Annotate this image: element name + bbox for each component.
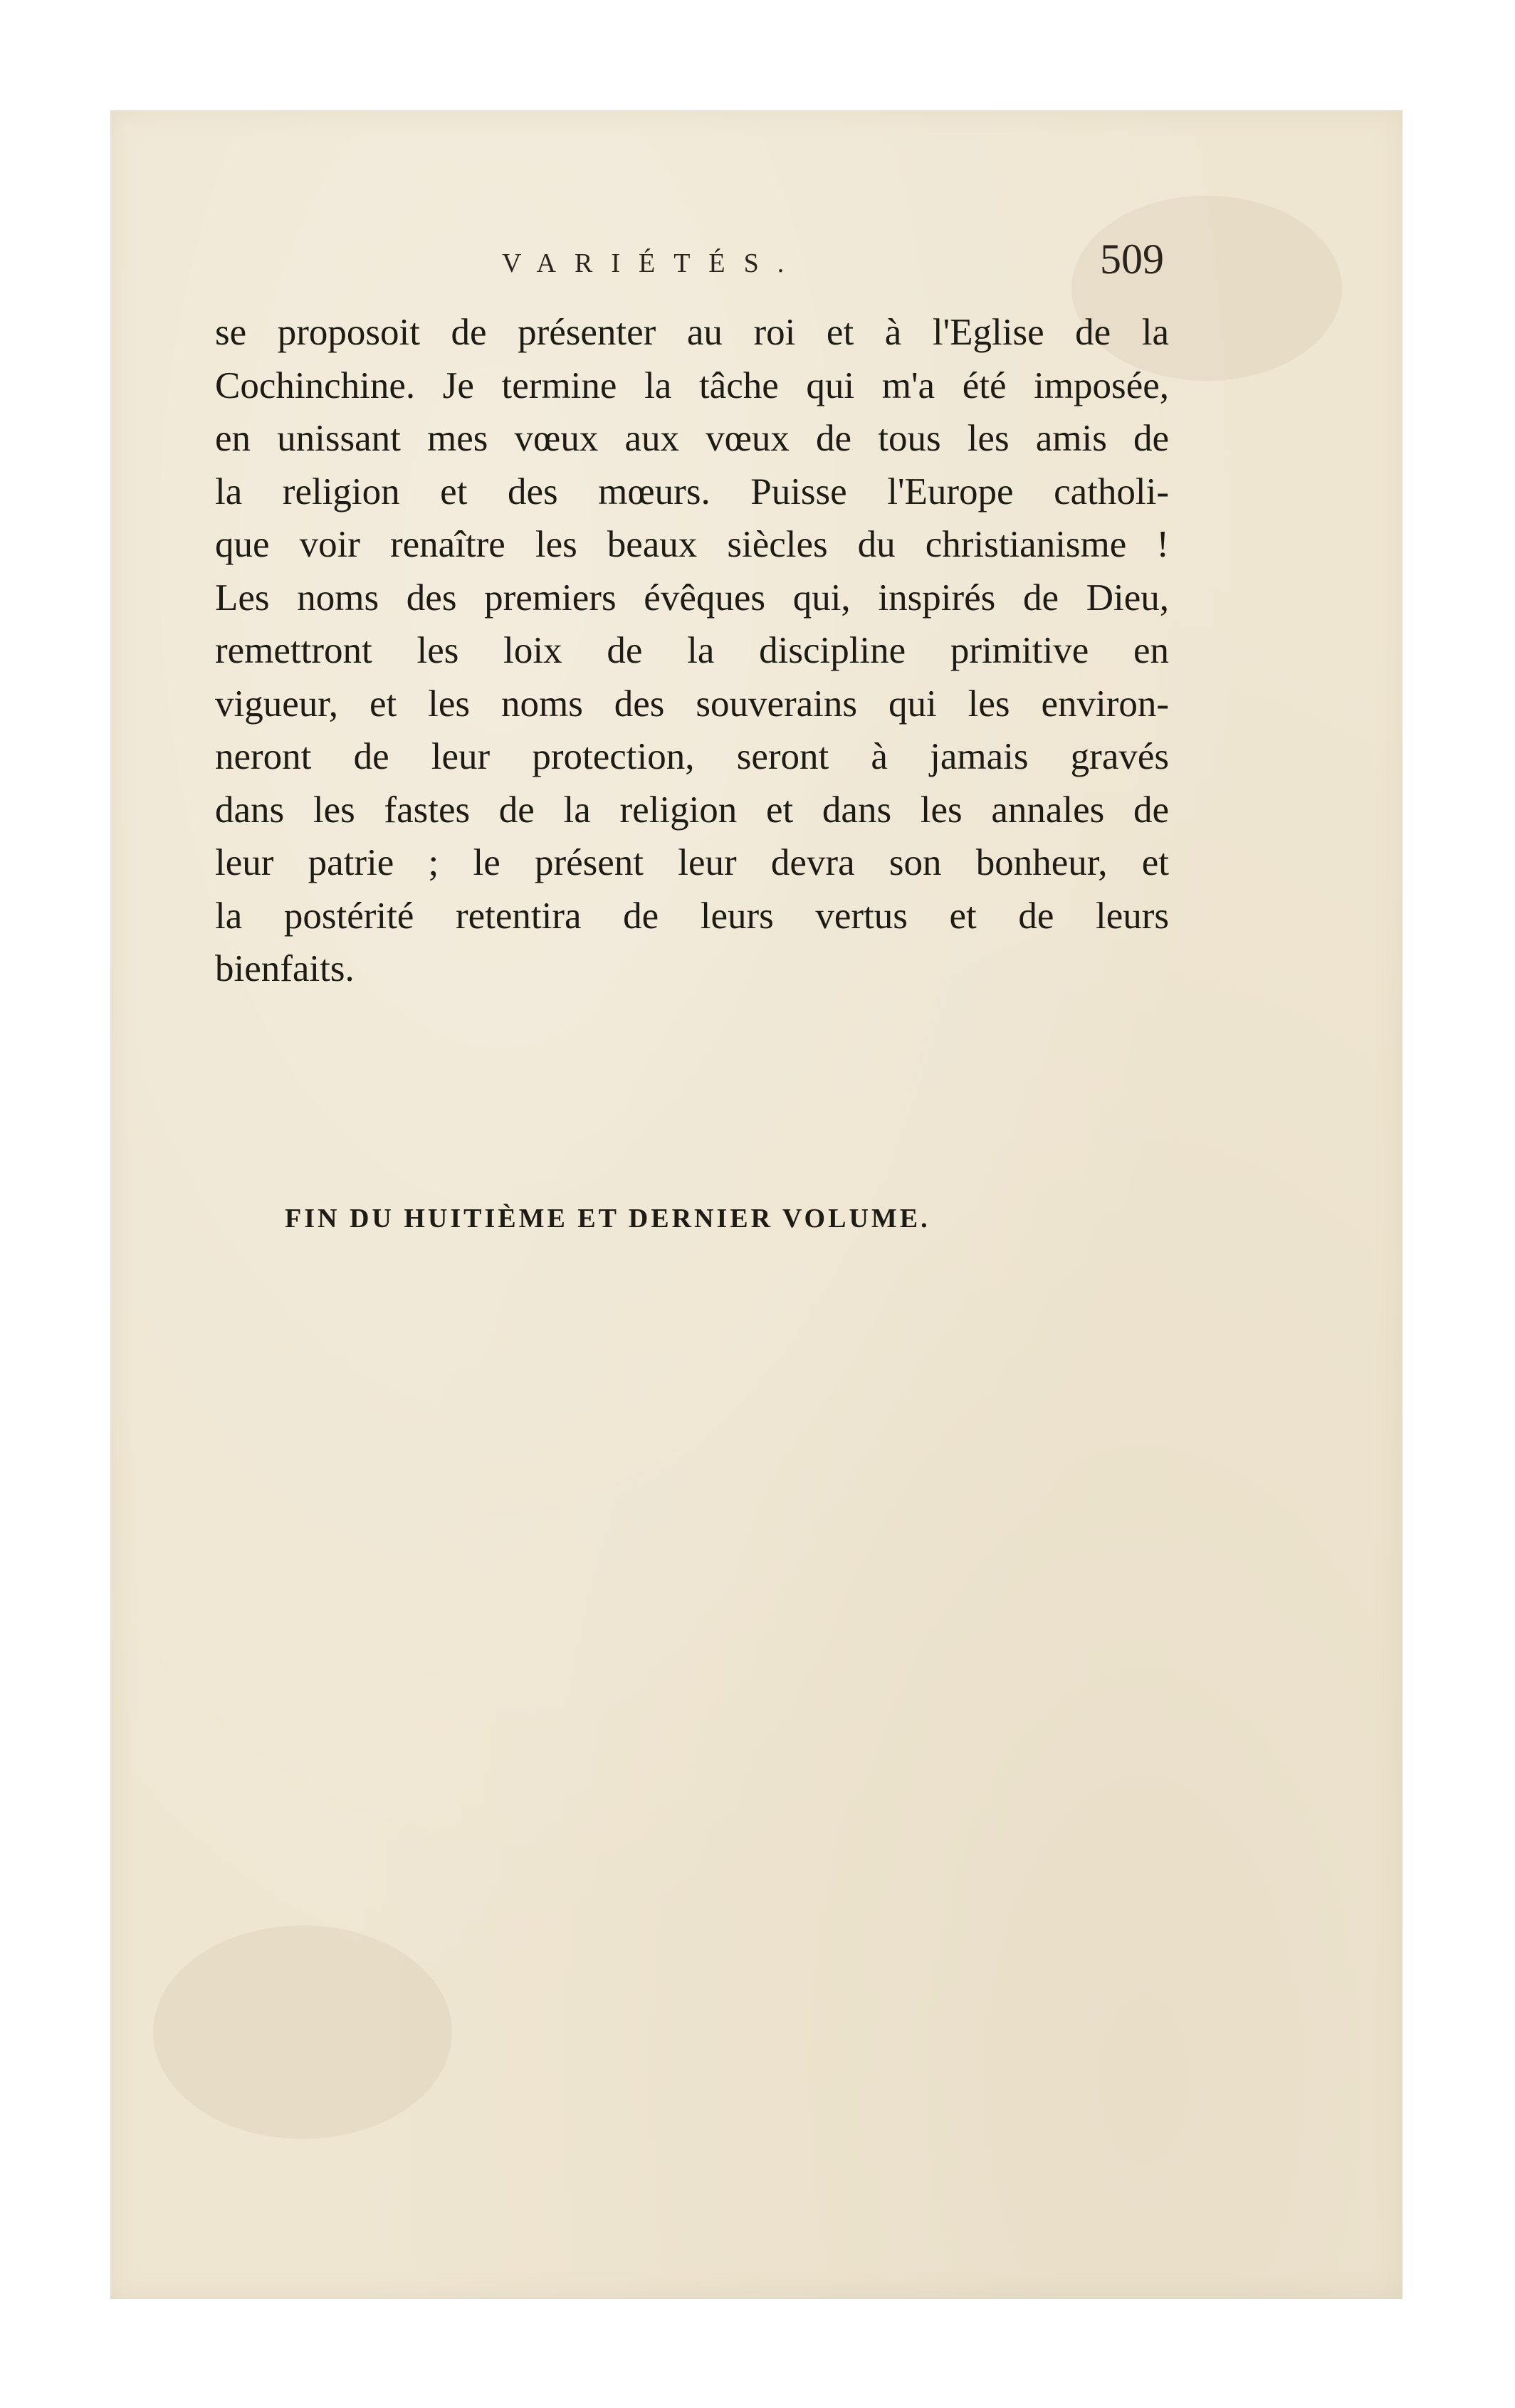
text-line: leur patrie ; le présent leur devra son bonheur, et xyxy=(215,842,1169,883)
text-line: la postérité retentira de leurs vertus et de leurs xyxy=(215,895,1169,937)
text-line: remettront les loix de la discipline primitive en xyxy=(215,630,1169,671)
text-line: en unissant mes vœux aux vœux de tous les amis de xyxy=(215,418,1169,459)
text-line: Les noms des premiers évêques qui, inspirés de Dieu, xyxy=(215,577,1169,619)
text-line: la religion et des mœurs. Puisse l'Europe catholi- xyxy=(215,470,1169,512)
text-line: que voir renaître les beaux siècles du christianisme ! xyxy=(215,524,1169,565)
text-line: Cochinchine. Je termine la tâche qui m'a été imposée, xyxy=(215,364,1169,406)
text-line: neront de leur protection, seront à jamais gravés xyxy=(215,736,1169,777)
text-line: vigueur, et les noms des souverains qui les environ- xyxy=(215,683,1169,725)
text-line: bienfaits. xyxy=(215,948,355,989)
page-header xyxy=(110,235,1164,292)
colophon: FIN DU HUITIÈME ET DERNIER VOLUME. xyxy=(285,1204,931,1234)
text-line: se proposoit de présenter au roi et à l'Eglise de la xyxy=(215,312,1169,353)
text-line: dans les fastes de la religion et dans les annales de xyxy=(215,789,1169,831)
paper-stain xyxy=(153,1925,452,2139)
running-head: VARIÉTÉS. xyxy=(502,248,803,278)
page-number: 509 xyxy=(1100,236,1164,283)
body-text xyxy=(215,306,1169,996)
